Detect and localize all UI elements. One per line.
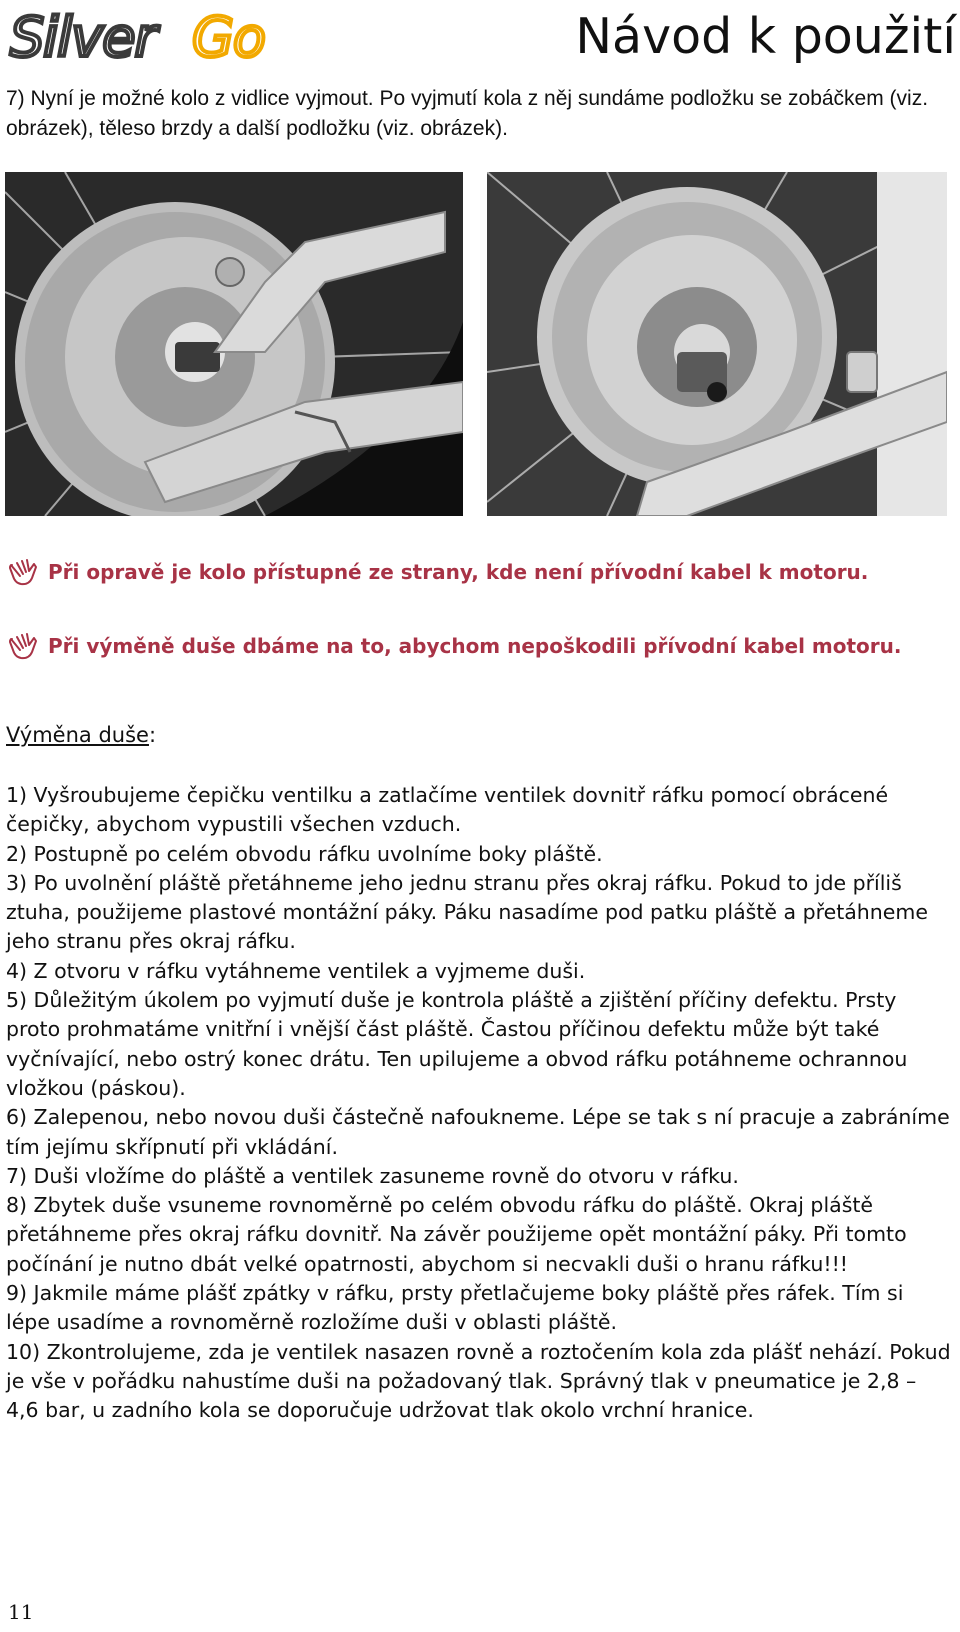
step-item: 9) Jakmile máme plášť zpátky v ráfku, prsty přetlačujeme boky pláště přes ráfek. Tím si lépe usadíme a rovnoměrně rozložíme duši v oblasti pláště. <box>6 1281 904 1335</box>
tube-change-note-text: Při výměně duše dbáme na to, abychom nepoškodili přívodní kabel motoru. <box>48 634 902 658</box>
pointing-hand-icon <box>8 630 40 662</box>
pointing-hand-icon <box>8 556 40 588</box>
step-item: 3) Po uvolnění pláště přetáhneme jeho jednu stranu přes okraj ráfku. Pokud to jde příliš ztuha, použijeme plastové montážní páky. Páku nasadíme pod patku pláště a přetáhneme jeho stranu přes okraj ráfku. <box>6 870 928 954</box>
page-header <box>0 0 960 80</box>
page-number: 11 <box>8 1600 34 1624</box>
intro-paragraph: 7) Nyní je možné kolo z vidlice vyjmout. Po vyjmutí kola z něj sundáme podložku se zobáčkem (viz. obrázek), těleso brzdy a další podložku (viz. obrázek). <box>6 87 929 140</box>
wheel-hub-photo <box>487 172 947 516</box>
step-item: 10) Zkontrolujeme, zda je ventilek nasazen rovně a roztočením kola zda plášť nehází. Pokud je vše v pořádku nahustíme duši na požadovaný tlak. Správný tlak v pneumatice je 2,8 – 4,6 bar, u zadního kola se doporučuje udržovat tlak okolo vrchní hranice. <box>6 1339 951 1423</box>
repair-note <box>8 556 868 588</box>
document-title: Návod k použití <box>575 8 956 65</box>
wheel-hub-brake-photo <box>5 172 463 516</box>
instruction-steps <box>6 781 951 1426</box>
step-item: 4) Z otvoru v ráfku vytáhneme ventilek a vyjmeme duši. <box>6 958 586 983</box>
svg-text:Silver: Silver <box>10 6 156 66</box>
section-heading-text: Výměna duše <box>6 723 149 747</box>
repair-note-text: Při opravě je kolo přístupné ze strany, kde není přívodní kabel k motoru. <box>48 560 869 584</box>
step-item: 5) Důležitým úkolem po vyjmutí duše je kontrola pláště a zjištění příčiny defektu. Prsty proto prohmatáme vnitřní i vnější část pláště. Častou příčinou defektu může být také vyčnívající, nebo ostrý konec drátu. Ten upilujeme a obvod ráfku potáhneme ochrannou vložkou (páskou). <box>6 988 908 1100</box>
section-heading-colon: : <box>148 723 157 747</box>
step-item: 6) Zalepenou, nebo novou duši částečně nafoukneme. Lépe se tak s ní pracuje a zabráníme tím jejímu skřípnutí při vkládání. <box>6 1105 950 1159</box>
svg-text:Go: Go <box>192 6 265 66</box>
step-item: 7) Duši vložíme do pláště a ventilek zasuneme rovně do otvoru v ráfku. <box>6 1163 739 1188</box>
step-item: 1) Vyšroubujeme čepičku ventilku a zatlačíme ventilek dovnitř ráfku pomocí obrácené čepičky, abychom vypustili všechen vzduch. <box>6 783 889 837</box>
step-item: 8) Zbytek duše vsuneme rovnoměrně po celém obvodu ráfku do pláště. Okraj pláště přetáhneme přes okraj ráfku dovnitř. Na závěr použijeme opět montážní páky. Při tomto počínání je nutno dbát velké opatrnosti, abychom si necvakli duši o hranu ráfku!!! <box>6 1193 907 1276</box>
silvergo-logo <box>6 6 326 66</box>
section-heading <box>6 723 156 747</box>
tube-change-note <box>8 630 902 662</box>
step-item: 2) Postupně po celém obvodu ráfku uvolníme boky pláště. <box>6 841 603 866</box>
